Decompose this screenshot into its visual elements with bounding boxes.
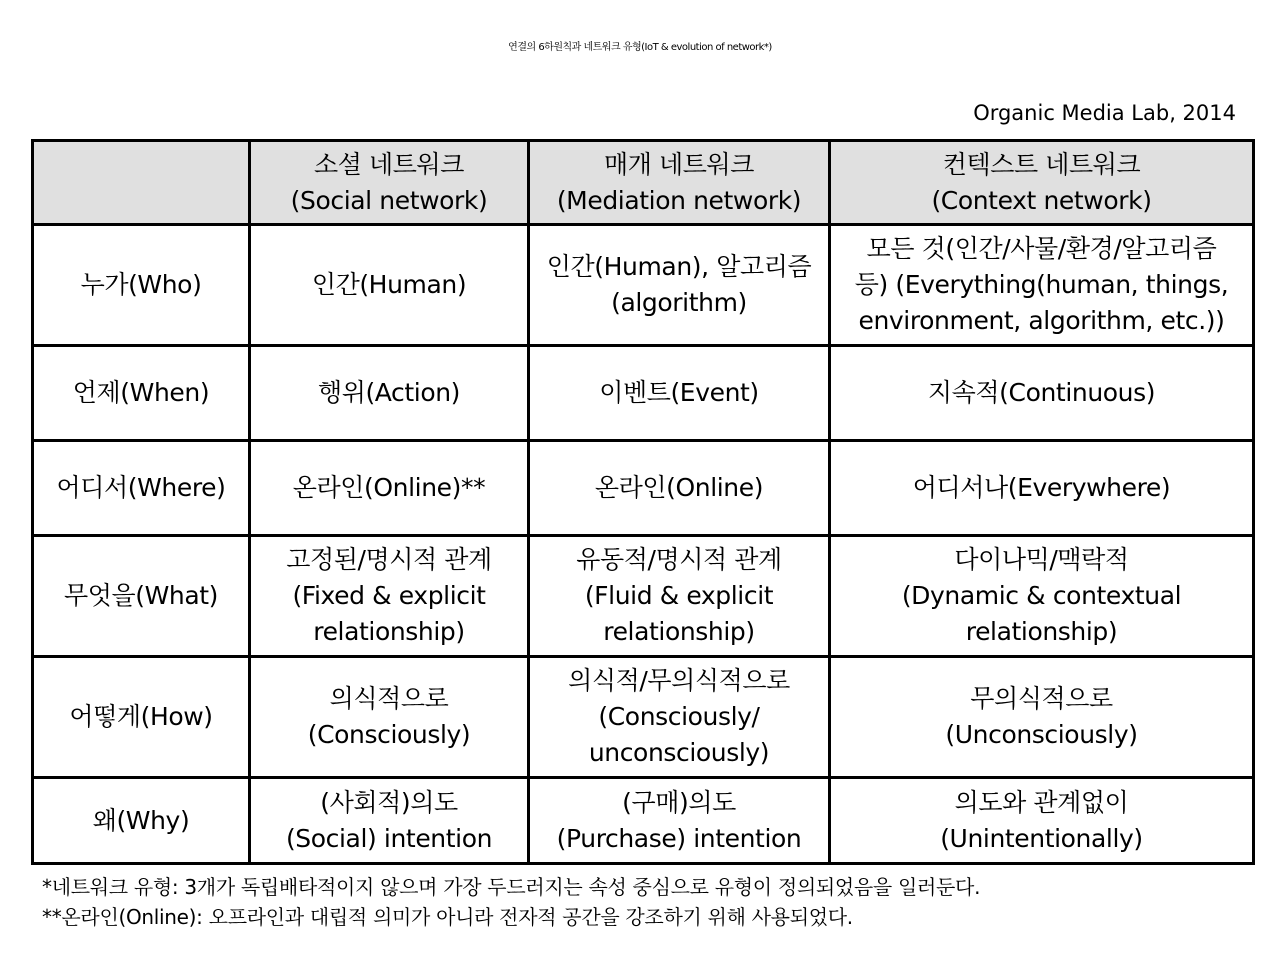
row-header-how: [33, 657, 250, 778]
cell-text-line: (Dynamic & contextual: [901, 581, 1182, 610]
column-header-mediation: [529, 141, 830, 225]
column-header-korean: 소셜 네트워크: [313, 149, 465, 179]
table-row-how: [33, 657, 1254, 778]
cell-text-line: (Consciously/: [598, 702, 760, 731]
table-cell-how-social: [250, 657, 529, 778]
column-header-english: (Social network): [290, 185, 488, 215]
cell-text-line: (Unconsciously): [945, 720, 1138, 749]
cell-text-line: 지속적(Continuous): [927, 378, 1156, 407]
table-cell-where-mediation: [529, 441, 830, 536]
cell-text-line: 어디서나(Everywhere): [912, 473, 1171, 502]
column-header-korean: 컨텍스트 네트워크: [942, 149, 1141, 179]
table-row-when: [33, 346, 1254, 441]
table-row-what: [33, 536, 1254, 657]
row-header-why: [33, 778, 250, 864]
footnotes: [42, 872, 980, 932]
row-header-who: [33, 225, 250, 346]
cell-text-line: unconsciously): [588, 738, 770, 767]
table-cell-who-social: [250, 225, 529, 346]
row-header-text: 무엇을(What): [63, 581, 219, 610]
row-header-where: [33, 441, 250, 536]
cell-text-line: (Unintentionally): [940, 823, 1143, 853]
row-header-text: 언제(When): [72, 378, 210, 407]
cell-text-line: 무의식적으로: [970, 684, 1113, 713]
cell-text-line: 의식적/무의식적으로: [568, 666, 790, 695]
table-cell-when-social: [250, 346, 529, 441]
row-header-when: [33, 346, 250, 441]
cell-text-line: 인간(Human), 알고리즘: [546, 252, 812, 281]
cell-text-line: 고정된/명시적 관계: [286, 545, 492, 574]
column-header-english: (Context network): [931, 185, 1152, 215]
table-cell-who-mediation: [529, 225, 830, 346]
cell-text-line: (Purchase) intention: [556, 823, 802, 853]
cell-text-line: environment, algorithm, etc.)): [858, 306, 1225, 335]
table-cell-what-mediation: [529, 536, 830, 657]
table-cell-when-context: [830, 346, 1254, 441]
corner-cell: [33, 141, 250, 225]
cell-text-line: 등) (Everything(human, things,: [854, 270, 1229, 299]
table-body: [33, 225, 1254, 864]
cell-text-line: 다이나믹/맥락적: [954, 545, 1129, 574]
table-cell-how-context: [830, 657, 1254, 778]
table-cell-how-mediation: [529, 657, 830, 778]
cell-text-line: 유동적/명시적 관계: [576, 545, 782, 574]
footnote-network-types: *네트워크 유형: 3개가 독립배타적이지 않으며 가장 두드러지는 속성 중심으로 유형이 정의되었음을 일러둔다.: [42, 875, 981, 899]
cell-text-line: (Fixed & explicit: [292, 581, 486, 610]
table-row-who: [33, 225, 1254, 346]
row-header-what: [33, 536, 250, 657]
footnote-online: **온라인(Online): 오프라인과 대립적 의미가 아니라 전자적 공간을 강조하기 위해 사용되었다.: [42, 905, 853, 929]
cell-text-line: relationship): [603, 617, 755, 646]
column-header-korean: 매개 네트워크: [603, 149, 755, 179]
cell-text-line: relationship): [313, 617, 465, 646]
cell-text-line: (구매)의도: [622, 787, 736, 817]
cell-text-line: (Fluid & explicit: [584, 581, 774, 610]
column-header-context: [830, 141, 1254, 225]
cell-text-line: (사회적)의도: [320, 787, 458, 817]
cell-text-line: 이벤트(Event): [599, 378, 759, 407]
credit-line: Organic Media Lab, 2014: [973, 101, 1236, 125]
cell-text-line: 인간(Human): [311, 270, 467, 299]
table-row-why: [33, 778, 1254, 864]
cell-text-line: (Social) intention: [285, 823, 493, 853]
table-cell-who-context: [830, 225, 1254, 346]
row-header-text: 왜(Why): [92, 805, 190, 835]
cell-text-line: relationship): [965, 617, 1118, 646]
cell-text-line: 의도와 관계없이: [954, 787, 1129, 817]
cell-text-line: (algorithm): [611, 288, 747, 317]
table-cell-when-mediation: [529, 346, 830, 441]
table-cell-where-context: [830, 441, 1254, 536]
table-cell-where-social: [250, 441, 529, 536]
row-header-text: 어디서(Where): [56, 473, 226, 502]
table-cell-why-context: [830, 778, 1254, 864]
cell-text-line: 의식적으로: [329, 684, 449, 713]
cell-text-line: 모든 것(인간/사물/환경/알고리즘: [866, 234, 1217, 263]
row-header-text: 누가(Who): [80, 270, 202, 299]
cell-text-line: 온라인(Online): [594, 473, 764, 502]
page-title: 연결의 6하원칙과 네트워크 유형(IoT & evolution of network*): [508, 42, 772, 53]
network-types-table: [31, 139, 1255, 865]
column-header-social: [250, 141, 529, 225]
row-header-text: 어떻게(How): [69, 702, 213, 731]
table-row-where: [33, 441, 1254, 536]
cell-text-line: 온라인(Online)**: [292, 473, 486, 502]
cell-text-line: (Consciously): [307, 720, 471, 749]
table-cell-why-mediation: [529, 778, 830, 864]
table-cell-what-social: [250, 536, 529, 657]
cell-text-line: 행위(Action): [317, 378, 461, 407]
column-header-english: (Mediation network): [556, 185, 802, 215]
table-cell-why-social: [250, 778, 529, 864]
table-cell-what-context: [830, 536, 1254, 657]
header-row: [33, 141, 1254, 225]
